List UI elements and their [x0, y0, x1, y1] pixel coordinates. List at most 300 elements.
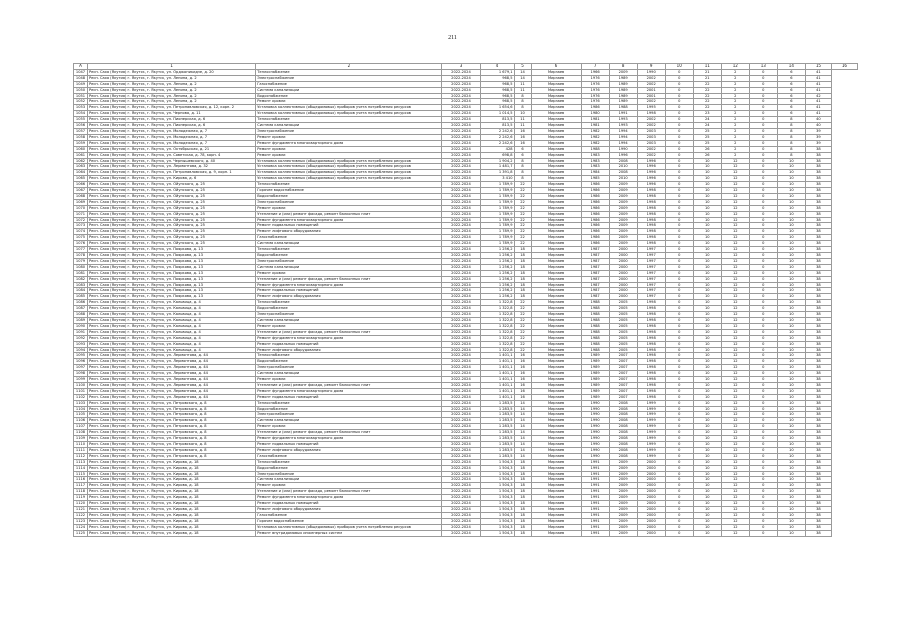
table-cell: Мирзаев: [531, 282, 581, 288]
column-header: 3: [442, 64, 480, 70]
table-cell: 10: [777, 388, 805, 394]
table-cell: Мирзаев: [531, 477, 581, 483]
table-cell: 6: [777, 99, 805, 105]
table-cell: Мирзаев: [531, 170, 581, 176]
table-cell: 0: [665, 111, 693, 117]
table-cell: 8: [777, 117, 805, 123]
table-cell: 18: [514, 512, 531, 518]
table-cell: 12: [721, 170, 749, 176]
table-cell: 2022-2024: [442, 506, 480, 512]
table-cell: 2022-2024: [442, 512, 480, 518]
table-cell: 0: [749, 105, 777, 111]
table-cell: 6: [777, 87, 805, 93]
table-cell: 2022-2024: [442, 128, 480, 134]
table-cell: 38: [805, 152, 831, 158]
table-cell: 10: [777, 377, 805, 383]
table-cell: 1998: [637, 394, 665, 400]
table-cell: 10: [777, 501, 805, 507]
table-cell: 0: [749, 501, 777, 507]
table-cell: 0: [665, 442, 693, 448]
table-cell: 968,5: [480, 99, 514, 105]
table-cell: Установка коллективных (общедомовых) приборов учета потребления ресурсов: [256, 111, 442, 117]
table-cell: 1998: [637, 353, 665, 359]
table-cell: 1054: [74, 111, 88, 117]
table-cell: 0: [749, 140, 777, 146]
table-cell: 2022-2024: [442, 87, 480, 93]
table-cell: 1087: [74, 306, 88, 312]
table-cell: Мирзаев: [531, 111, 581, 117]
table-cell: 12: [721, 418, 749, 424]
table-cell: Респ. Саха (Якутия) г. Якутск, г. Якутск, ул. Кирова, д. 18: [88, 459, 256, 465]
table-cell: 18: [514, 477, 531, 483]
table-cell: 10: [514, 111, 531, 117]
table-cell: 12: [721, 400, 749, 406]
table-cell: 10: [777, 176, 805, 182]
table-cell: 40: [805, 123, 831, 129]
table-cell: 1102: [74, 394, 88, 400]
table-cell: 0: [665, 518, 693, 524]
table-cell: 2022-2024: [442, 294, 480, 300]
table-cell: 2: [721, 105, 749, 111]
table-cell: 0: [665, 388, 693, 394]
table-cell: 1 401,1: [480, 377, 514, 383]
table-cell: Респ. Саха (Якутия) г. Якутск, г. Якутск, ул. Кирова, д. 18: [88, 471, 256, 477]
table-cell: 12: [721, 264, 749, 270]
table-cell: 0: [665, 69, 693, 75]
table-cell: 1991: [581, 465, 609, 471]
table-cell: 10: [693, 317, 721, 323]
table-cell: 10: [693, 465, 721, 471]
table-cell: 1 283,5: [480, 430, 514, 436]
table-cell: 10: [777, 506, 805, 512]
table-cell: 0: [665, 477, 693, 483]
table-cell: 2: [721, 93, 749, 99]
table-cell: 1065: [74, 176, 88, 182]
table-cell: 12: [721, 495, 749, 501]
table-cell: 1 789,9: [480, 193, 514, 199]
table-cell: 10: [693, 347, 721, 353]
table-cell: 2: [721, 140, 749, 146]
table-cell: 1068: [74, 193, 88, 199]
table-cell: Ремонт лифтового оборудования: [256, 294, 442, 300]
table-cell: 1997: [637, 276, 665, 282]
table-cell: 0: [665, 117, 693, 123]
table-cell: 12: [721, 388, 749, 394]
table-cell: Респ. Саха (Якутия) г. Якутск, г. Якутск, ул. Кирова, д. 18: [88, 506, 256, 512]
table-cell: 1 504,3: [480, 465, 514, 471]
table-cell: 12: [721, 518, 749, 524]
table-cell: 6: [514, 146, 531, 152]
table-cell: 1996: [637, 182, 665, 188]
column-header: 5: [514, 64, 531, 70]
table-cell: 2022-2024: [442, 247, 480, 253]
table-cell: 10: [777, 170, 805, 176]
table-cell: 0: [749, 312, 777, 318]
table-cell: 12: [721, 459, 749, 465]
table-cell: 2022-2024: [442, 477, 480, 483]
table-cell: Ремонт фундамента многоквартирного дома: [256, 217, 442, 223]
table-cell: 10: [777, 317, 805, 323]
table-cell: 0: [749, 323, 777, 329]
column-header: 1: [88, 64, 256, 70]
table-cell: Респ. Саха (Якутия) г. Якутск, г. Якутск, ул. Кальвица, д. 4: [88, 300, 256, 306]
table-cell: Водоснабжение: [256, 359, 442, 365]
table-cell: 2005: [609, 335, 637, 341]
table-cell: 12: [721, 270, 749, 276]
table-cell: Мирзаев: [531, 182, 581, 188]
table-cell: 1986: [581, 182, 609, 188]
table-cell: 10: [693, 377, 721, 383]
table-cell: 1998: [637, 359, 665, 365]
table-cell: 2022-2024: [442, 524, 480, 530]
table-cell: 0: [665, 329, 693, 335]
table-cell: 1047: [74, 69, 88, 75]
table-cell: 1097: [74, 365, 88, 371]
table-cell: 12: [721, 335, 749, 341]
table-cell: Респ. Саха (Якутия) г. Якутск, г. Якутск, ул. Петровского, д. 8: [88, 406, 256, 412]
table-cell: 2008: [609, 170, 637, 176]
table-cell: 1995: [637, 105, 665, 111]
table-cell: Респ. Саха (Якутия) г. Якутск, г. Якутск, ул. Кальвица, д. 4: [88, 329, 256, 335]
table-cell: 12: [721, 282, 749, 288]
table-cell: 10: [777, 489, 805, 495]
table-cell: 0: [665, 211, 693, 217]
table-cell: 16: [514, 140, 531, 146]
table-cell: 10: [693, 483, 721, 489]
table-cell: 2: [721, 134, 749, 140]
table-cell: 2009: [609, 182, 637, 188]
table-cell: Респ. Саха (Якутия) г. Якутск, г. Якутск, ул. Пояркова, д. 13: [88, 282, 256, 288]
table-cell: 2001: [637, 93, 665, 99]
table-cell: 1990: [581, 406, 609, 412]
table-cell: 2005: [609, 300, 637, 306]
table-cell: 1989: [581, 365, 609, 371]
table-cell: 10: [777, 193, 805, 199]
table-cell: 0: [665, 188, 693, 194]
table-cell: 10: [777, 264, 805, 270]
table-cell: 2008: [609, 412, 637, 418]
table-cell: 22: [693, 105, 721, 111]
table-cell: 10: [777, 199, 805, 205]
table-cell: 1999: [637, 447, 665, 453]
table-cell: Теплоснабжение: [256, 69, 442, 75]
table-cell: 2000: [637, 477, 665, 483]
table-cell: Мирзаев: [531, 270, 581, 276]
table-cell: 1997: [637, 288, 665, 294]
table-cell: 1986: [581, 211, 609, 217]
table-cell: 10: [693, 424, 721, 430]
table-cell: Респ. Саха (Якутия) г. Якутск, г. Якутск, ул. Кирова, д. 18: [88, 477, 256, 483]
table-cell: 0: [665, 140, 693, 146]
table-cell: 38: [805, 430, 831, 436]
table-cell: 10: [777, 235, 805, 241]
table-cell: 1072: [74, 217, 88, 223]
table-cell: 10: [777, 276, 805, 282]
table-cell: Мирзаев: [531, 495, 581, 501]
table-cell: 2000: [609, 276, 637, 282]
table-cell: 8: [514, 93, 531, 99]
table-cell: 24: [693, 117, 721, 123]
table-cell: 10: [777, 418, 805, 424]
table-cell: 10: [693, 335, 721, 341]
table-cell: 0: [665, 489, 693, 495]
table-cell: 10: [777, 282, 805, 288]
table-cell: 12: [721, 223, 749, 229]
table-cell: 10: [693, 471, 721, 477]
table-cell: 0: [749, 489, 777, 495]
table-cell: 10: [693, 223, 721, 229]
table-cell: 16: [514, 371, 531, 377]
table-cell: 2022-2024: [442, 495, 480, 501]
table-cell: Горячее водоснабжение: [256, 518, 442, 524]
table-cell: 38: [805, 442, 831, 448]
table-cell: 10: [693, 229, 721, 235]
table-cell: Система канализации: [256, 241, 442, 247]
table-cell: Ремонт лифтового оборудования: [256, 347, 442, 353]
table-cell: 14: [514, 412, 531, 418]
table-cell: 1999: [637, 406, 665, 412]
table-cell: 18: [514, 530, 531, 536]
table-cell: 38: [805, 424, 831, 430]
table-cell: 2003: [637, 128, 665, 134]
table-cell: 2022-2024: [442, 140, 480, 146]
table-cell: 38: [805, 188, 831, 194]
table-cell: 10: [693, 188, 721, 194]
table-cell: Мирзаев: [531, 117, 581, 123]
table-cell: 12: [721, 306, 749, 312]
table-cell: 1999: [637, 430, 665, 436]
table-cell: 2022-2024: [442, 300, 480, 306]
table-cell: 1100: [74, 382, 88, 388]
table-cell: Мирзаев: [531, 128, 581, 134]
table-cell: 21: [693, 69, 721, 75]
table-cell: 1998: [637, 205, 665, 211]
table-cell: 1104: [74, 406, 88, 412]
table-cell: 0: [665, 264, 693, 270]
table-cell: 8: [514, 170, 531, 176]
table-cell: Мирзаев: [531, 453, 581, 459]
table-cell: 1998: [637, 306, 665, 312]
table-cell: Утепление и (или) ремонт фасада, ремонт балконных плит: [256, 329, 442, 335]
table-cell: Водоснабжение: [256, 253, 442, 259]
table-cell: 1089: [74, 317, 88, 323]
table-cell: 1985: [581, 176, 609, 182]
table-cell: Респ. Саха (Якутия) г. Якутск, г. Якутск, ул. Ойунского, д. 25: [88, 229, 256, 235]
table-cell: Электроснабжение: [256, 365, 442, 371]
table-cell: 2022-2024: [442, 388, 480, 394]
table-cell: 0: [749, 128, 777, 134]
table-cell: Мирзаев: [531, 406, 581, 412]
table-cell: 2009: [609, 223, 637, 229]
table-cell: 1 654,6: [480, 105, 514, 111]
table-cell: 0: [749, 75, 777, 81]
table-cell: 0: [665, 99, 693, 105]
table-cell: 0: [749, 69, 777, 75]
table-cell: Респ. Саха (Якутия) г. Якутск, г. Якутск, ул. Кальвица, д. 4: [88, 306, 256, 312]
table-cell: Мирзаев: [531, 176, 581, 182]
table-cell: Мирзаев: [531, 211, 581, 217]
table-cell: 12: [721, 312, 749, 318]
table-cell: 1990: [581, 418, 609, 424]
table-cell: 41: [805, 87, 831, 93]
table-cell: 0: [749, 471, 777, 477]
table-cell: 2009: [609, 199, 637, 205]
table-cell: Мирзаев: [531, 164, 581, 170]
table-cell: 18: [514, 276, 531, 282]
table-cell: 0: [749, 506, 777, 512]
table-cell: 0: [665, 501, 693, 507]
table-cell: 8: [514, 176, 531, 182]
table-cell: 0: [665, 400, 693, 406]
table-cell: 1063: [74, 164, 88, 170]
table-cell: 12: [721, 506, 749, 512]
table-cell: 16: [514, 128, 531, 134]
table-cell: Мирзаев: [531, 471, 581, 477]
table-cell: 10: [777, 253, 805, 259]
table-cell: 16: [514, 365, 531, 371]
table-cell: 1988: [581, 335, 609, 341]
table-cell: 10: [693, 300, 721, 306]
table-cell: 2022-2024: [442, 430, 480, 436]
table-cell: Система канализации: [256, 317, 442, 323]
table-cell: 38: [805, 270, 831, 276]
table-cell: 1083: [74, 282, 88, 288]
table-cell: 10: [693, 176, 721, 182]
table-cell: 1 481,7: [480, 164, 514, 170]
table-cell: 2000: [637, 512, 665, 518]
table-cell: 2001: [637, 87, 665, 93]
table-cell: 14: [514, 75, 531, 81]
table-cell: 1989: [609, 93, 637, 99]
table-cell: Респ. Саха (Якутия) г. Якутск, г. Якутск, ул. Пионерская, д. 6: [88, 117, 256, 123]
table-cell: 10: [693, 217, 721, 223]
table-cell: Водоснабжение: [256, 465, 442, 471]
table-cell: 38: [805, 247, 831, 253]
table-cell: 1 504,3: [480, 506, 514, 512]
table-cell: 0: [665, 170, 693, 176]
table-cell: 10: [693, 323, 721, 329]
table-cell: 0: [749, 229, 777, 235]
table-cell: 12: [721, 483, 749, 489]
table-cell: 12: [721, 394, 749, 400]
table-cell: 1997: [637, 253, 665, 259]
table-cell: 1 283,5: [480, 453, 514, 459]
table-cell: 22: [514, 241, 531, 247]
table-cell: 0: [749, 158, 777, 164]
table-cell: 2008: [609, 447, 637, 453]
table-cell: 2009: [609, 465, 637, 471]
table-cell: 2009: [609, 205, 637, 211]
table-cell: 42: [805, 93, 831, 99]
table-cell: 10: [777, 306, 805, 312]
table-cell: 2005: [609, 347, 637, 353]
table-cell: 14: [514, 406, 531, 412]
table-cell: 1 283,5: [480, 447, 514, 453]
table-cell: 1999: [637, 412, 665, 418]
table-cell: Респ. Саха (Якутия) г. Якутск, г. Якутск, ул. Лермонтова, д. 44: [88, 388, 256, 394]
table-cell: 38: [805, 217, 831, 223]
table-cell: 10: [693, 524, 721, 530]
table-cell: 1997: [637, 264, 665, 270]
table-cell: 38: [805, 317, 831, 323]
table-cell: 2007: [609, 353, 637, 359]
table-cell: 38: [805, 394, 831, 400]
table-cell: 38: [805, 382, 831, 388]
table-cell: 0: [749, 400, 777, 406]
table-cell: 1998: [637, 199, 665, 205]
table-cell: 10: [693, 459, 721, 465]
table-cell: 38: [805, 341, 831, 347]
table-cell: 10: [693, 382, 721, 388]
table-cell: 10: [693, 329, 721, 335]
table-cell: 0: [665, 353, 693, 359]
table-cell: 1 401,1: [480, 394, 514, 400]
table-cell: Теплоснабжение: [256, 182, 442, 188]
table-cell: 0: [749, 418, 777, 424]
table-cell: 12: [721, 253, 749, 259]
table-cell: 1989: [609, 99, 637, 105]
table-cell: 10: [693, 359, 721, 365]
table-cell: 1991: [581, 512, 609, 518]
table-cell: 2022-2024: [442, 158, 480, 164]
table-cell: 2022-2024: [442, 447, 480, 453]
table-cell: Респ. Саха (Якутия) г. Якутск, г. Якутск, ул. Ойунского, д. 25: [88, 223, 256, 229]
table-cell: 2: [721, 128, 749, 134]
table-cell: 1987: [581, 276, 609, 282]
table-cell: 1999: [637, 436, 665, 442]
table-cell: 2: [721, 87, 749, 93]
table-cell: 0: [749, 483, 777, 489]
table-cell: 10: [777, 335, 805, 341]
table-cell: 10: [693, 518, 721, 524]
table-cell: 1077: [74, 247, 88, 253]
table-cell: 1107: [74, 424, 88, 430]
table-cell: 1991: [581, 471, 609, 477]
table-cell: 2000: [637, 530, 665, 536]
table-cell: 38: [805, 312, 831, 318]
table-cell: Мирзаев: [531, 134, 581, 140]
table-cell: 2022-2024: [442, 359, 480, 365]
table-cell: 0: [665, 406, 693, 412]
table-cell: 1111: [74, 447, 88, 453]
table-cell: 8: [514, 105, 531, 111]
table-cell: 12: [721, 211, 749, 217]
table-cell: 2000: [637, 501, 665, 507]
table-cell: 38: [805, 306, 831, 312]
table-cell: 38: [805, 241, 831, 247]
table-cell: Ремонт кровли: [256, 323, 442, 329]
table-cell: 10: [777, 241, 805, 247]
table-cell: 1998: [637, 382, 665, 388]
table-cell: 2000: [637, 518, 665, 524]
table-cell: 1 504,3: [480, 477, 514, 483]
table-cell: 1 283,5: [480, 442, 514, 448]
table-cell: 1 789,9: [480, 199, 514, 205]
table-cell: 1991: [581, 495, 609, 501]
table-cell: 12: [721, 323, 749, 329]
table-cell: 1987: [581, 264, 609, 270]
table-cell: 1998: [637, 193, 665, 199]
table-cell: 2009: [609, 211, 637, 217]
table-cell: Система канализации: [256, 87, 442, 93]
table-cell: 1991: [581, 501, 609, 507]
table-cell: 22: [693, 81, 721, 87]
table-cell: 0: [749, 152, 777, 158]
table-cell: 10: [693, 530, 721, 536]
table-cell: Ремонт подвальных помещений: [256, 394, 442, 400]
table-cell: 10: [777, 353, 805, 359]
table-cell: 38: [805, 300, 831, 306]
